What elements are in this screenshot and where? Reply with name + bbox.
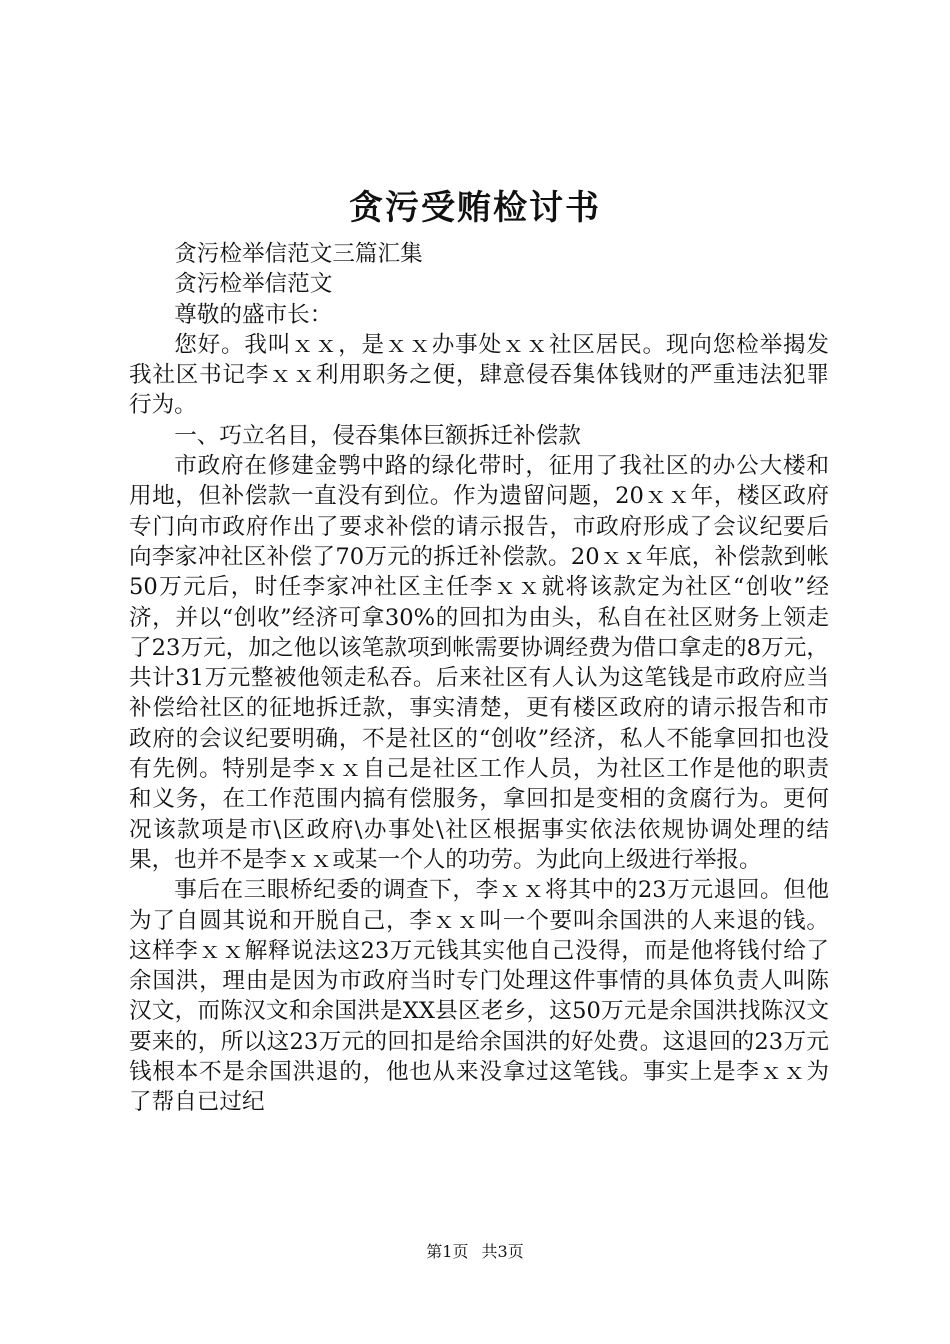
paragraph-body: 事后在三眼桥纪委的调查下，李ｘｘ将其中的23万元退回。但他为了自圆其说和开脱自己，李ｘｘ叫一个要叫余国洪的人来退的钱。这样李ｘｘ解释说法这23万元钱其实他自己没得，而是他将钱付给了余国洪，理由是因为市政府当时专门处理这件事情的具体负责人叫陈汉文，而陈汉文和余国洪是XX县区老乡，这50万元是余国洪找陈汉文要来的，所以这23万元的回扣是给余国洪的好处费。这退回的23万元钱根本不是余国洪退的，他也从来没拿过这笔钱。事实上是李ｘｘ为了帮自已过纪 xyxy=(129,877,829,1116)
section-heading: 一、巧立名目，侵吞集体巨额拆迁补偿款 xyxy=(174,422,581,449)
paragraph-body: 市政府在修建金鹗中路的绿化带时，征用了我社区的办公大楼和用地，但补偿款一直没有到位。作为遗留问题，20ｘｘ年，楼区政府专门向市政府作出了要求补偿的请示报告，市政府形成了会议纪要后向李家冲社区补偿了70万元的拆迁补偿款。20ｘｘ年底，补偿款到帐50万元后，时任李家冲社区主任李ｘｘ就将该款定为社区“创收”经济，并以“创收”经济可拿30%的回扣为由头，私自在社区财务上领走了23万元，加之他以该笔款项到帐需要协调经费为借口拿走的8万元，共计31万元整被他领走私吞。后来社区有人认为这笔钱是市政府应当补偿给社区的征地拆迁款，事实清楚，更有楼区政府的请示报告和市政府的会议纪要明确，不是社区的“创收”经济，私人不能拿回扣也没有先例。特别是李ｘｘ自己是社区工作人员，为社区工作是他的职责和义务，在工作范围内搞有偿服务，拿回扣是变相的贪腐行为。更何况该款项是市\区政府\办事处\社区根据事实依法依规协调处理的结果，也并不是李ｘｘ或某一个人的功劳。为此向上级进行举报。 xyxy=(129,453,829,873)
salutation: 尊敬的盛市长： xyxy=(174,301,333,328)
page-total: 共3页 xyxy=(481,1242,524,1261)
document-title: 贪污受贿检讨书 xyxy=(349,188,601,228)
page-number: 第1页 xyxy=(426,1242,469,1261)
intro-line: 贪污检举信范文三篇汇集 xyxy=(174,241,423,267)
paragraph-greeting: 您好。我叫ｘｘ，是ｘｘ办事处ｘｘ社区居民。现向您检举揭发我社区书记李ｘｘ利用职务之便，肆意侵吞集体钱财的严重违法犯罪行为。 xyxy=(129,331,829,419)
intro-line: 贪污检举信范文 xyxy=(174,271,333,298)
page-footer xyxy=(0,1241,950,1263)
document-body xyxy=(129,239,829,1118)
